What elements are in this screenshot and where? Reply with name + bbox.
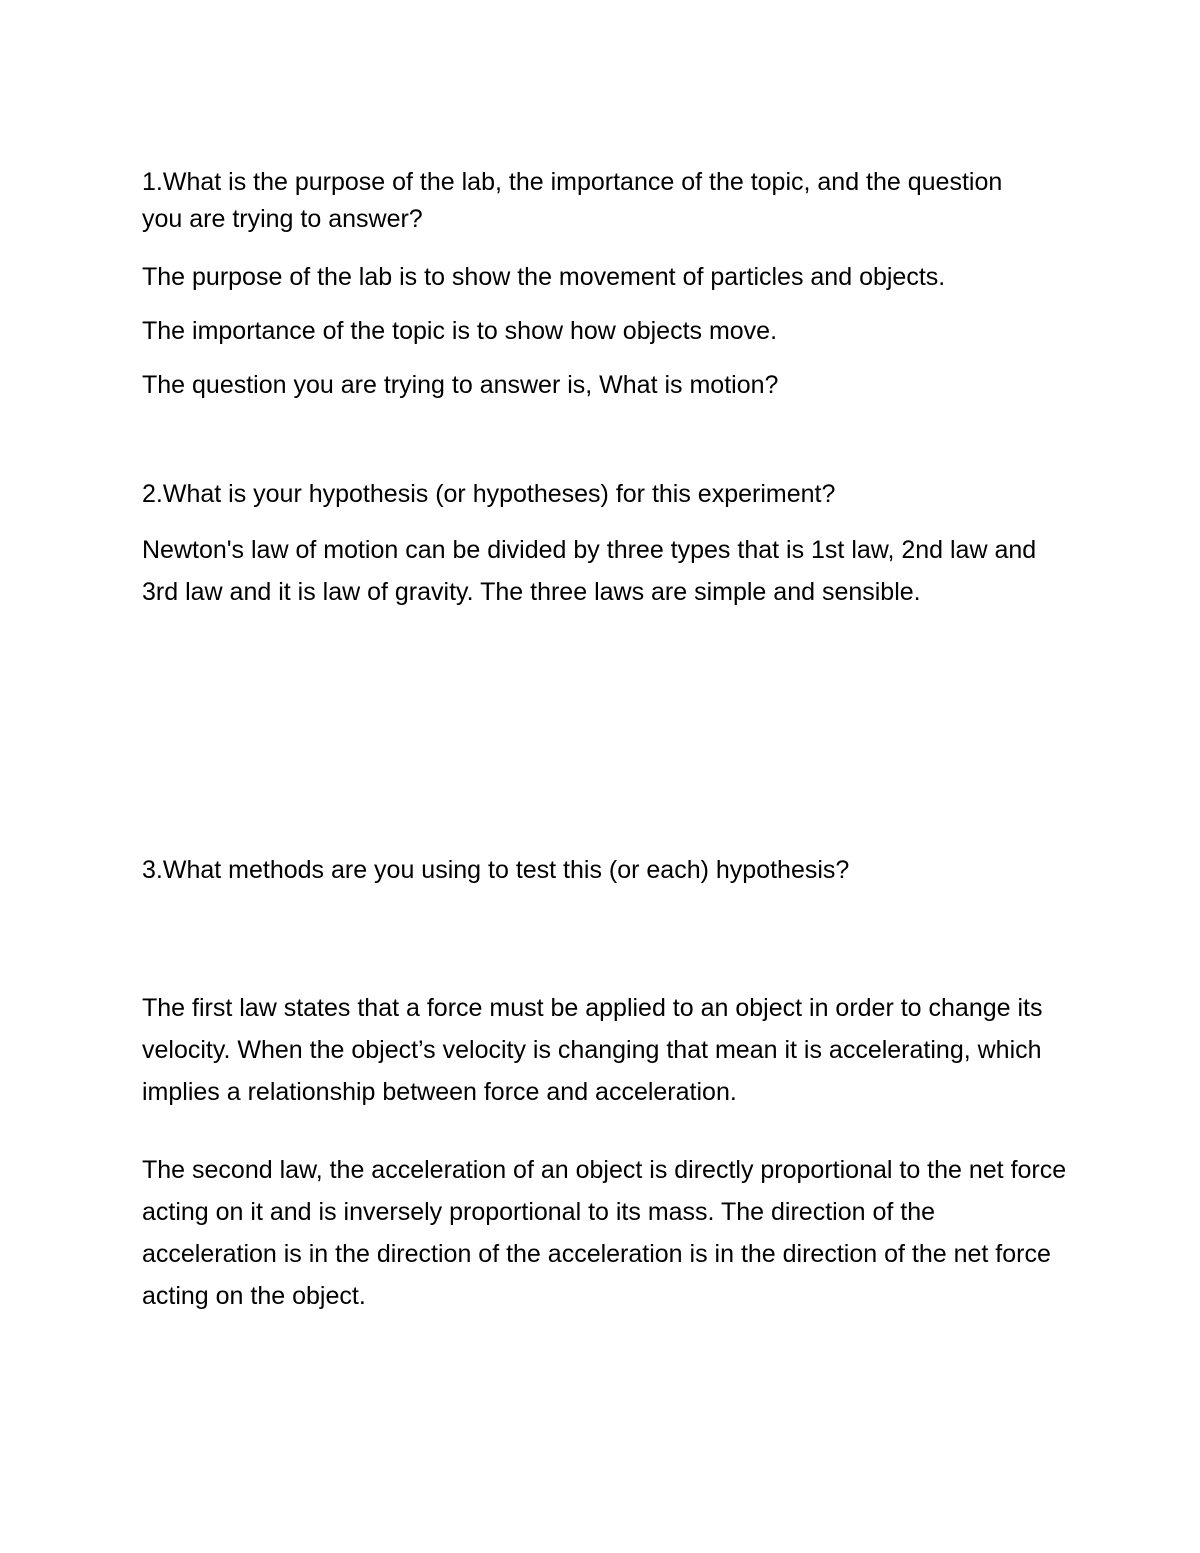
answer-2-hypothesis: Newton's law of motion can be divided by three types that is 1st law, 2nd law and 3rd law and it is law of gravity. The three laws are simple and sensible. xyxy=(142,536,1037,606)
question-3: 3.What methods are you using to test this (or each) hypothesis? xyxy=(142,856,850,884)
answer-3-first-law: The first law states that a force must be applied to an object in order to change its velocity. When the object’s velocity is changing that mean it is accelerating, which implies a relationship between force and acceleration. xyxy=(142,994,1043,1106)
answer-1-importance: The importance of the topic is to show how objects move. xyxy=(142,317,778,345)
question-1: 1.What is the purpose of the lab, the importance of the topic, and the question you are trying to answer? xyxy=(142,168,1003,233)
answer-1-question: The question you are trying to answer is, What is motion? xyxy=(142,371,779,399)
answer-3-second-law: The second law, the acceleration of an object is directly proportional to the net force acting on it and is inversely proportional to its mass. The direction of the acceleration is in the direction of the acceleration is in the direction of the net force acting on the object. xyxy=(142,1156,1067,1310)
question-2: 2.What is your hypothesis (or hypotheses) for this experiment? xyxy=(142,480,836,508)
answer-1-purpose: The purpose of the lab is to show the movement of particles and objects. xyxy=(142,263,946,291)
